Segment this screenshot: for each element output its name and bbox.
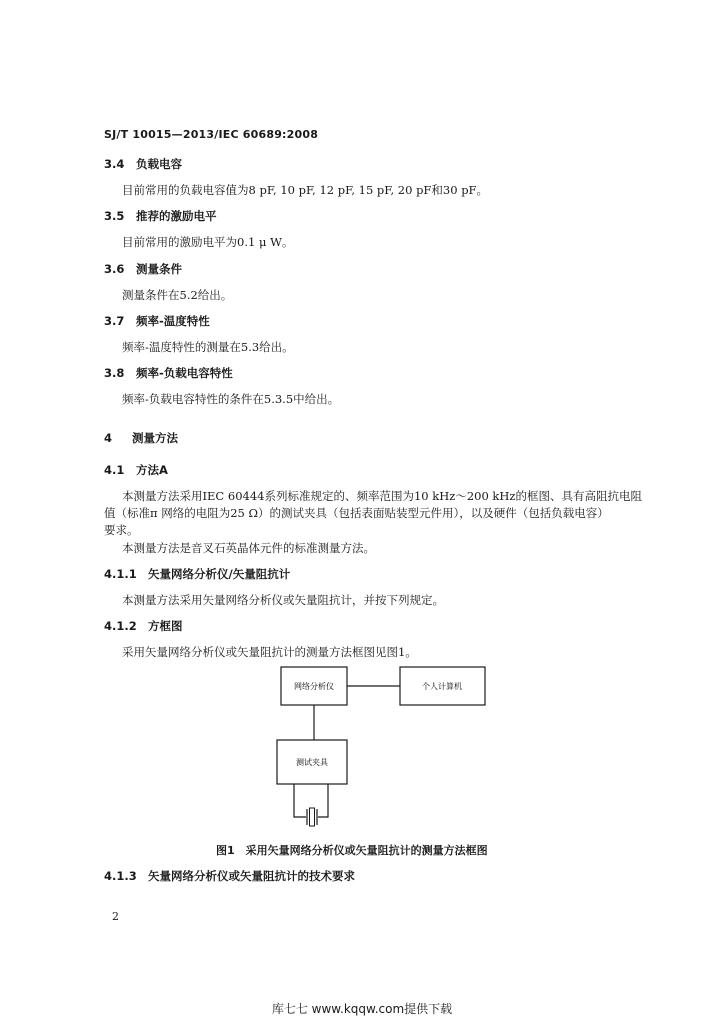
download-footer: 库七七 www.kqqw.com提供下载 xyxy=(271,1002,453,1016)
section-number: 4.1.1 xyxy=(104,567,137,581)
section-number: 4.1.2 xyxy=(104,619,137,633)
section-title: 矢量网络分析仪/矢量阻抗计 xyxy=(148,567,291,581)
section-paragraph-4-1-1: 本测量方法采用矢量网络分析仪或矢量阻抗计，并按下列规定。 xyxy=(122,593,444,607)
section-title: 矢量网络分析仪或矢量阻抗计的技术要求 xyxy=(148,869,355,883)
section-number: 3.7 xyxy=(104,314,125,328)
section-title: 方法A xyxy=(136,463,168,477)
section-number: 4.1 xyxy=(104,463,125,477)
section-number: 3.4 xyxy=(104,157,125,171)
crystal-loop-wire xyxy=(294,784,306,817)
network-analyzer-label: 网络分析仪 xyxy=(294,682,334,691)
section-title: 负载电容 xyxy=(136,157,182,171)
page-number: 2 xyxy=(112,910,119,923)
section-paragraph-3-6: 测量条件在5.2给出。 xyxy=(122,288,233,302)
figure-caption: 图1 采用矢量网络分析仪或矢量阻抗计的测量方法框图 xyxy=(216,844,488,857)
section-number: 4.1.3 xyxy=(104,869,137,883)
section-title: 推荐的激励电平 xyxy=(136,209,217,223)
section-title: 测量方法 xyxy=(132,431,178,445)
section-paragraph-3-4: 目前常用的负载电容值为8 pF, 10 pF, 12 pF, 15 pF, 20 pF和30 pF。 xyxy=(122,183,489,197)
section-number: 4 xyxy=(104,431,113,445)
section-paragraph-3-7: 频率-温度特性的测量在5.3给出。 xyxy=(122,340,294,354)
pc-label: 个人计算机 xyxy=(422,682,462,691)
section-number: 3.5 xyxy=(104,209,125,223)
paragraph-line: 本测量方法是音叉石英晶体元件的标准测量方法。 xyxy=(122,541,375,555)
section-number: 3.8 xyxy=(104,366,125,380)
section-paragraph-3-5: 目前常用的激励电平为0.1 μ W。 xyxy=(122,235,294,249)
section-paragraph-4-1-2: 采用矢量网络分析仪或矢量阻抗计的测量方法框图见图1。 xyxy=(122,645,417,659)
section-title: 频率-负载电容特性 xyxy=(136,366,233,380)
section-title: 频率-温度特性 xyxy=(136,314,210,328)
crystal-icon xyxy=(310,808,315,826)
section-title: 方框图 xyxy=(148,619,183,633)
standard-code: SJ/T 10015—2013/IEC 60689:2008 xyxy=(104,128,319,141)
section-heading-4-1-3 xyxy=(104,868,355,884)
paragraph-line: 本测量方法采用IEC 60444系列标准规定的、频率范围为10 kHz～200 kHz的框图、具有高阻抗电阻 xyxy=(122,489,642,503)
paragraph-line: 值（标准π 网络的电阻为25 Ω）的测试夹具（包括表面贴装型元件用），以及硬件（包括负载电容） xyxy=(104,506,609,520)
section-paragraph-3-8: 频率-负载电容特性的条件在5.3.5中给出。 xyxy=(122,392,340,406)
test-fixture-label: 测试夹具 xyxy=(296,758,328,767)
paragraph-line: 要求。 xyxy=(104,523,139,537)
crystal-loop-wire xyxy=(318,784,328,817)
section-title: 测量条件 xyxy=(136,262,182,276)
section-number: 3.6 xyxy=(104,262,125,276)
